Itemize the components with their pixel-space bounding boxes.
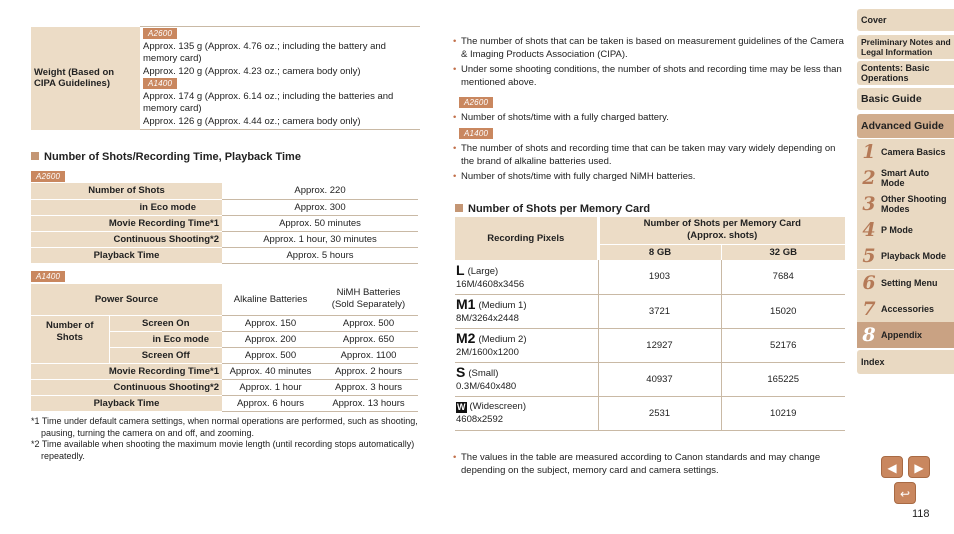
section-square-icon <box>455 204 463 212</box>
row-label: Playback Time <box>31 247 222 263</box>
note-cipa: • The number of shots that can be taken is based on measurement guidelines of the Camera & Imaging Products Association (CIPA). <box>453 35 845 61</box>
alk-value: Approx. 200 <box>222 331 319 347</box>
small-size-icon: S <box>456 364 466 380</box>
nav-preliminary-notes[interactable]: Preliminary Notes and Legal Information <box>857 35 954 59</box>
model-badge-a2600: A2600 <box>143 28 177 39</box>
weight-a2600-line2: Approx. 120 g (Approx. 4.23 oz.; camera body only) <box>143 65 361 77</box>
page-number: 118 <box>912 508 930 520</box>
nimh-value: Approx. 1100 <box>319 347 418 363</box>
table-row <box>31 183 418 199</box>
chapter-number: 8 <box>862 324 876 346</box>
weight-label: Weight (Based on CIPA Guidelines) <box>31 27 140 130</box>
nav-contents[interactable]: Contents: Basic Operations <box>857 61 954 85</box>
power-source-label: Power Source <box>31 284 222 315</box>
large-size-icon: L <box>456 261 465 278</box>
chapter-2[interactable] <box>857 165 954 191</box>
value-32gb: 165225 <box>721 362 845 396</box>
memory-section-title: Number of Shots per Memory Card <box>455 203 650 215</box>
weight-values <box>140 27 420 130</box>
table-row <box>31 231 418 247</box>
value-8gb: 1903 <box>598 260 721 294</box>
value-8gb: 40937 <box>598 362 721 396</box>
model-badge-a1400: A1400 <box>143 78 177 89</box>
return-icon[interactable]: ↩ <box>894 482 916 504</box>
section-square-icon <box>31 152 39 160</box>
table-row <box>31 395 418 411</box>
next-page-icon[interactable]: ▶ <box>908 456 930 478</box>
medium1-size-icon: M1 <box>456 296 476 312</box>
model-badge-a2600: A2600 <box>31 171 65 182</box>
row-value: Approx. 50 minutes <box>222 215 418 231</box>
weight-a2600-line1: Approx. 135 g (Approx. 4.76 oz.; including the battery and memory card) <box>143 40 386 64</box>
col-32gb-header: 32 GB <box>721 244 845 260</box>
nimh-value: Approx. 3 hours <box>319 379 418 395</box>
alkaline-header: Alkaline Batteries <box>222 284 319 315</box>
table-row <box>455 294 845 328</box>
row-value: Approx. 5 hours <box>222 247 418 263</box>
pixels-cell: S (Small) 0.3M/640x480 <box>455 362 598 396</box>
model-badge-a1400: A1400 <box>31 271 65 282</box>
chapter-label: Camera Basics <box>881 147 946 157</box>
widescreen-size-icon: W <box>457 402 466 412</box>
medium2-size-icon: M2 <box>456 330 476 346</box>
row-label: Screen On <box>109 315 222 331</box>
table-row <box>455 362 845 396</box>
nimh-value: Approx. 500 <box>319 315 418 331</box>
nav-cover[interactable]: Cover <box>857 9 954 31</box>
pixels-cell: M1 (Medium 1) 8M/3264x2448 <box>455 294 598 328</box>
value-8gb: 3721 <box>598 294 721 328</box>
model-badge-a1400: A1400 <box>459 128 493 139</box>
memory-card-table <box>455 217 845 431</box>
row-label: in Eco mode <box>109 331 222 347</box>
table-row <box>31 284 418 315</box>
chapter-label: Accessories <box>881 304 935 314</box>
footnote-1: *1 Time under default camera settings, when normal operations are performed, such as shooting, pausing, turning the camera on and off, and zooming. <box>31 416 418 438</box>
alk-value: Approx. 500 <box>222 347 319 363</box>
alk-value: Approx. 1 hour <box>222 379 319 395</box>
a1400-notes <box>453 142 845 183</box>
row-label: Continuous Shooting*2 <box>31 231 222 247</box>
col-8gb-header: 8 GB <box>598 244 721 260</box>
value-32gb: 52176 <box>721 328 845 362</box>
table-row <box>31 363 418 379</box>
chapter-number: 2 <box>862 167 876 189</box>
row-label: in Eco mode <box>31 199 222 215</box>
row-label: Continuous Shooting*2 <box>31 379 222 395</box>
shots-section-title: Number of Shots/Recording Time, Playback Time <box>31 151 301 163</box>
table-row <box>455 328 845 362</box>
note-a2600: • Number of shots/time with a fully charged battery. <box>453 111 845 124</box>
alk-value: Approx. 150 <box>222 315 319 331</box>
value-32gb: 7684 <box>721 260 845 294</box>
table-row <box>455 260 845 294</box>
nimh-value: Approx. 13 hours <box>319 395 418 411</box>
shots-per-card-header: Number of Shots per Memory Card (Approx. shots) <box>598 217 845 244</box>
row-label: Screen Off <box>109 347 222 363</box>
row-value: Approx. 1 hour, 30 minutes <box>222 231 418 247</box>
chapter-number: 6 <box>862 272 876 294</box>
pixels-cell: L (Large) 16M/4608x3456 <box>455 260 598 294</box>
value-32gb: 10219 <box>721 396 845 430</box>
table-row <box>31 315 418 331</box>
value-32gb: 15020 <box>721 294 845 328</box>
recording-pixels-header: Recording Pixels <box>455 217 598 260</box>
table-row <box>31 379 418 395</box>
row-label: Number of Shots <box>31 183 222 199</box>
nimh-value: Approx. 2 hours <box>319 363 418 379</box>
table-row <box>31 247 418 263</box>
value-8gb: 12927 <box>598 328 721 362</box>
memory-note: • The values in the table are measured according to Canon standards and may change depending on the subject, memory card and camera settings. <box>453 451 845 477</box>
weight-a1400-line2: Approx. 126 g (Approx. 4.44 oz.; camera body only) <box>143 115 361 127</box>
chapter-5[interactable] <box>857 243 954 269</box>
a1400-shots-table <box>31 284 418 412</box>
note-nimh: • Number of shots/time with fully charged NiMH batteries. <box>453 170 845 183</box>
alk-value: Approx. 6 hours <box>222 395 319 411</box>
chapter-number: 3 <box>862 193 876 215</box>
chapter-label: Smart Auto Mode <box>881 168 930 188</box>
footnote-2: *2 Time available when shooting the maximum movie length (until recording stops automatically) repeatedly. <box>31 439 415 461</box>
chapter-label: Setting Menu <box>881 278 938 288</box>
row-value: Approx. 220 <box>222 183 418 199</box>
table-row <box>31 215 418 231</box>
chapter-label: Appendix <box>881 330 923 340</box>
chapter-label: P Mode <box>881 225 913 235</box>
row-label: Movie Recording Time*1 <box>31 363 222 379</box>
chapter-3[interactable] <box>857 191 954 217</box>
row-value: Approx. 300 <box>222 199 418 215</box>
alk-value: Approx. 40 minutes <box>222 363 319 379</box>
row-label: Movie Recording Time*1 <box>31 215 222 231</box>
weight-table <box>31 26 420 130</box>
chapter-label: Playback Mode <box>881 251 947 261</box>
nimh-header: NiMH Batteries (Sold Separately) <box>319 284 418 315</box>
table-row <box>455 396 845 430</box>
number-of-shots-label: Number of Shots <box>31 315 109 363</box>
nimh-value: Approx. 650 <box>319 331 418 347</box>
chapter-number: 7 <box>862 298 876 320</box>
a2600-shots-table <box>31 183 418 264</box>
right-notes <box>453 35 845 89</box>
note-alkaline: • The number of shots and recording time that can be taken may vary widely depending on the brand of alkaline batteries used. <box>453 142 845 168</box>
table-row <box>31 199 418 215</box>
chapter-1[interactable] <box>857 139 954 165</box>
chapter-8[interactable] <box>857 322 954 348</box>
pixels-cell: M2 (Medium 2) 2M/1600x1200 <box>455 328 598 362</box>
chapter-number: 5 <box>862 245 876 267</box>
row-label: Playback Time <box>31 395 222 411</box>
model-badge-a2600: A2600 <box>459 97 493 108</box>
value-8gb: 2531 <box>598 396 721 430</box>
note-conditions: • Under some shooting conditions, the number of shots and recording time may be less than mentioned above. <box>453 63 845 89</box>
chapter-4[interactable] <box>857 217 954 243</box>
prev-page-icon[interactable]: ◀ <box>881 456 903 478</box>
chapter-7[interactable] <box>857 296 954 322</box>
chapter-label: Other Shooting Modes <box>881 194 947 214</box>
chapter-number: 4 <box>862 219 876 241</box>
pixels-cell: W (Widescreen) 4608x2592 <box>455 396 598 430</box>
nav-basic-guide[interactable]: Basic Guide <box>857 88 954 110</box>
chapter-6[interactable] <box>857 270 954 296</box>
weight-a1400-line1: Approx. 174 g (Approx. 6.14 oz.; including the batteries and memory card) <box>143 90 394 114</box>
chapter-number: 1 <box>862 141 876 163</box>
nav-index[interactable]: Index <box>857 350 954 374</box>
nav-advanced-guide[interactable]: Advanced Guide <box>857 114 954 138</box>
